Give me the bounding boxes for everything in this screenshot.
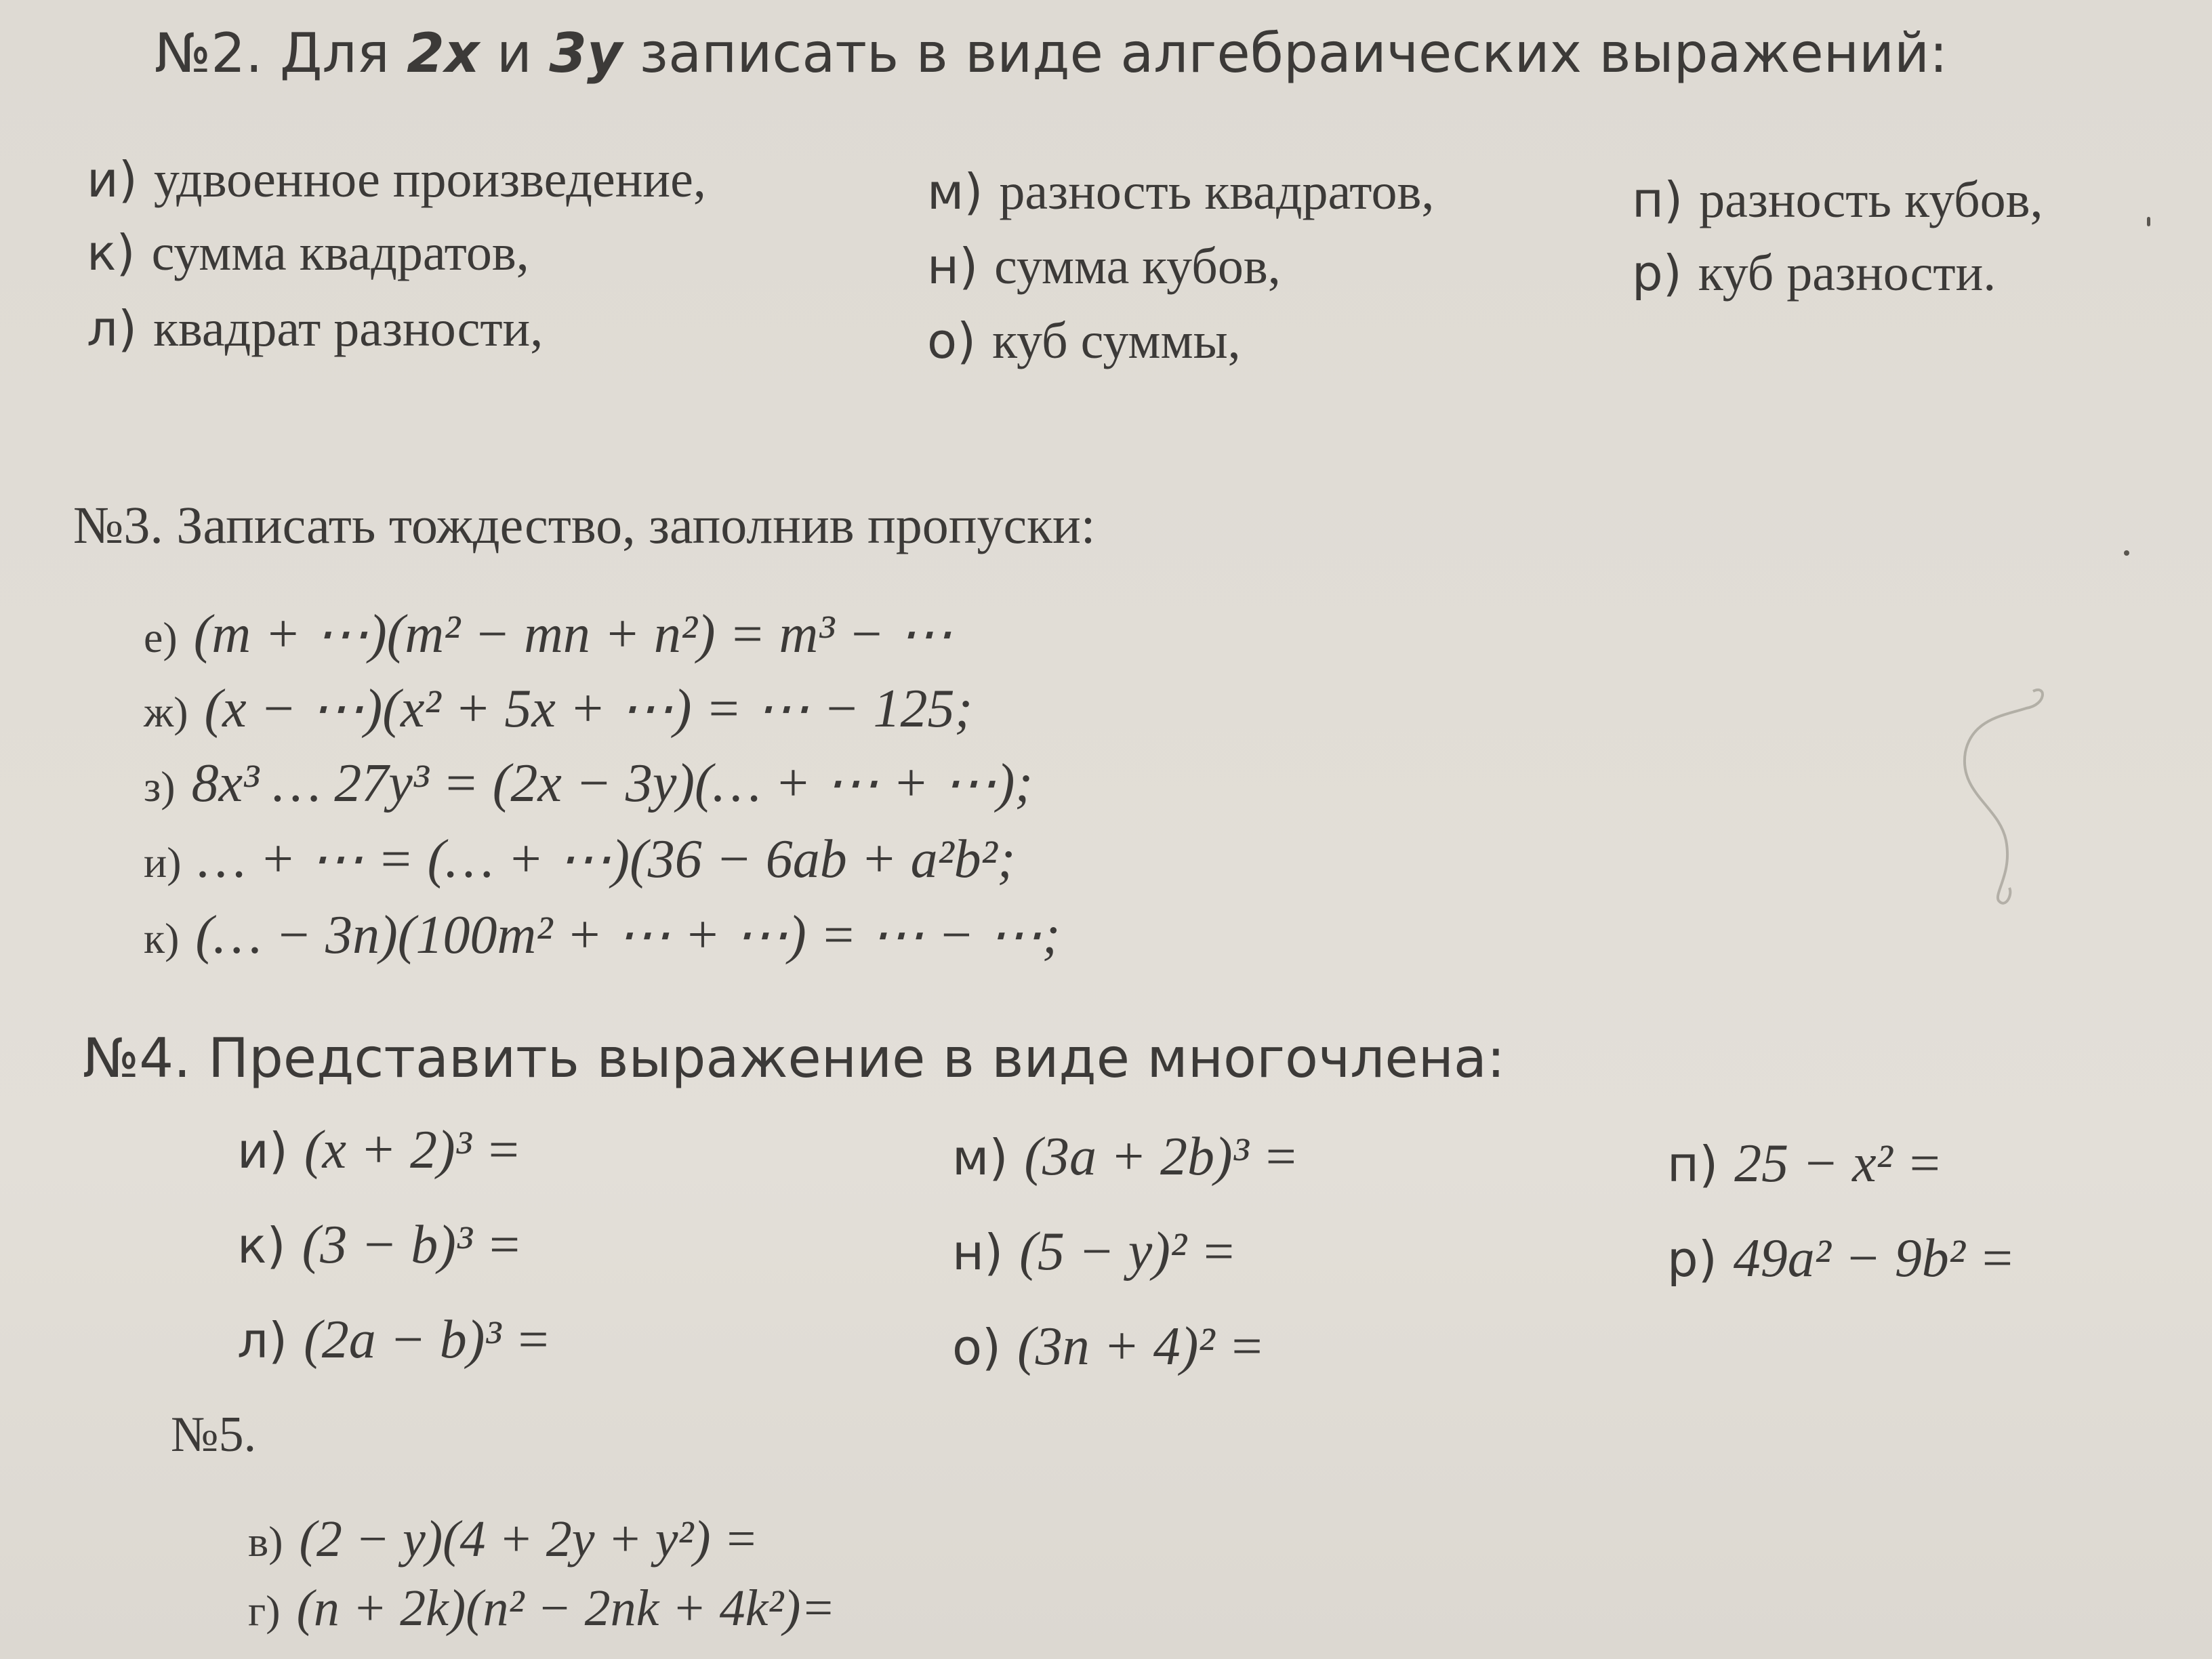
task2-item-k [87,224,529,283]
item-label: м) [952,1129,1008,1186]
task2-item-l [87,300,543,359]
task3-item-k [144,903,1060,966]
task2-item-r [1632,244,1996,303]
item-text: разность квадратов, [999,163,1435,220]
item-expr: 49a² − 9b² = [1733,1229,2015,1288]
task3-item-e [144,602,952,665]
item-expr: (3a + 2b)³ = [1024,1127,1299,1187]
task4-item-l [237,1309,551,1371]
item-label: к) [237,1217,286,1274]
item-expr: (m + ⋯)(m² − mn + n²) = m³ − ⋯ [193,605,953,664]
item-label: и) [144,838,182,886]
item-expr: (5 − y)² = [1019,1222,1237,1282]
item-label: л) [237,1312,288,1369]
item-expr: (2a − b)³ = [304,1310,552,1370]
task3-item-z [144,751,1033,815]
task2-item-i [87,150,706,209]
task5-item-g [248,1579,836,1638]
task2-item-n [927,237,1281,296]
task2-heading-mid: и [479,22,550,85]
item-label: н) [952,1224,1004,1281]
item-expr: … + ⋯ = (… + ⋯)(36 − 6ab + a²b²; [197,830,1016,889]
task2-heading-var2: 3y [549,22,623,85]
item-expr: (x + 2)³ = [304,1120,522,1180]
task4-heading: №4. Представить выражение в виде многочлена: [83,1027,1505,1090]
task2-heading-var1: 2x [407,22,480,85]
task4-item-o [952,1316,1265,1378]
task4-item-r [1667,1228,2015,1290]
task2-item-p [1632,171,2043,230]
item-expr: (x − ⋯)(x² + 5x + ⋯) = ⋯ − 125; [204,679,973,739]
task4-item-n [952,1221,1237,1283]
pencil-scribble [1945,678,2053,908]
item-text: сумма кубов, [994,238,1281,295]
item-expr: (3n + 4)² = [1017,1317,1265,1376]
item-label: о) [927,312,977,369]
item-expr: 8x³ … 27y³ = (2x − 3y)(… + ⋯ + ⋯); [191,754,1033,813]
item-text: квадрат разности, [153,300,544,357]
task4-item-k [237,1214,523,1276]
task4-item-m [952,1126,1299,1188]
task2-heading-suffix: записать в виде алгебраических выражений: [622,22,1948,85]
item-label: п) [1667,1136,1719,1193]
item-text: сумма квадратов, [151,224,529,281]
item-label: м) [927,163,983,220]
item-text: куб разности. [1698,245,1996,302]
ink-mark [2147,217,2150,226]
item-label: к) [144,914,180,962]
ink-dot [2124,550,2129,556]
item-label: л) [87,300,138,357]
item-text: куб суммы, [992,312,1241,369]
task4-item-p [1667,1133,1943,1195]
item-label: р) [1632,245,1682,302]
item-expr: (… − 3n)(100m² + ⋯ + ⋯) = ⋯ − ⋯; [195,905,1061,965]
task5-heading: №5. [171,1407,257,1462]
item-expr: (3 − b)³ = [302,1215,523,1275]
task4-item-i [237,1120,522,1181]
item-label: в) [248,1517,283,1565]
item-text: разность кубов, [1699,171,2043,228]
item-label: о) [952,1319,1002,1376]
item-expr: (2 − y)(4 + 2y + y²) = [299,1511,758,1568]
item-label: н) [927,238,979,295]
task3-item-i [144,827,1015,890]
task2-item-m [927,163,1434,222]
item-expr: (n + 2k)(n² − 2nk + 4k²)= [296,1580,836,1637]
item-label: з) [144,762,176,811]
item-expr: 25 − x² = [1734,1134,1943,1193]
item-label: г) [248,1586,281,1635]
item-label: и) [87,151,138,208]
item-label: ж) [144,688,188,736]
item-label: е) [144,613,178,661]
task2-item-o [927,312,1241,371]
item-label: р) [1667,1231,1717,1288]
task2-heading-prefix: №2. Для [155,22,407,85]
item-label: к) [87,224,136,281]
task3-item-zh [144,676,972,740]
item-label: п) [1632,171,1683,228]
task5-item-v [248,1510,758,1569]
task3-heading: №3. Записать тождество, заполнив пропуски: [73,495,1096,554]
item-label: и) [237,1122,288,1179]
task2-heading [155,22,1948,85]
item-text: удвоенное произведение, [153,151,706,208]
